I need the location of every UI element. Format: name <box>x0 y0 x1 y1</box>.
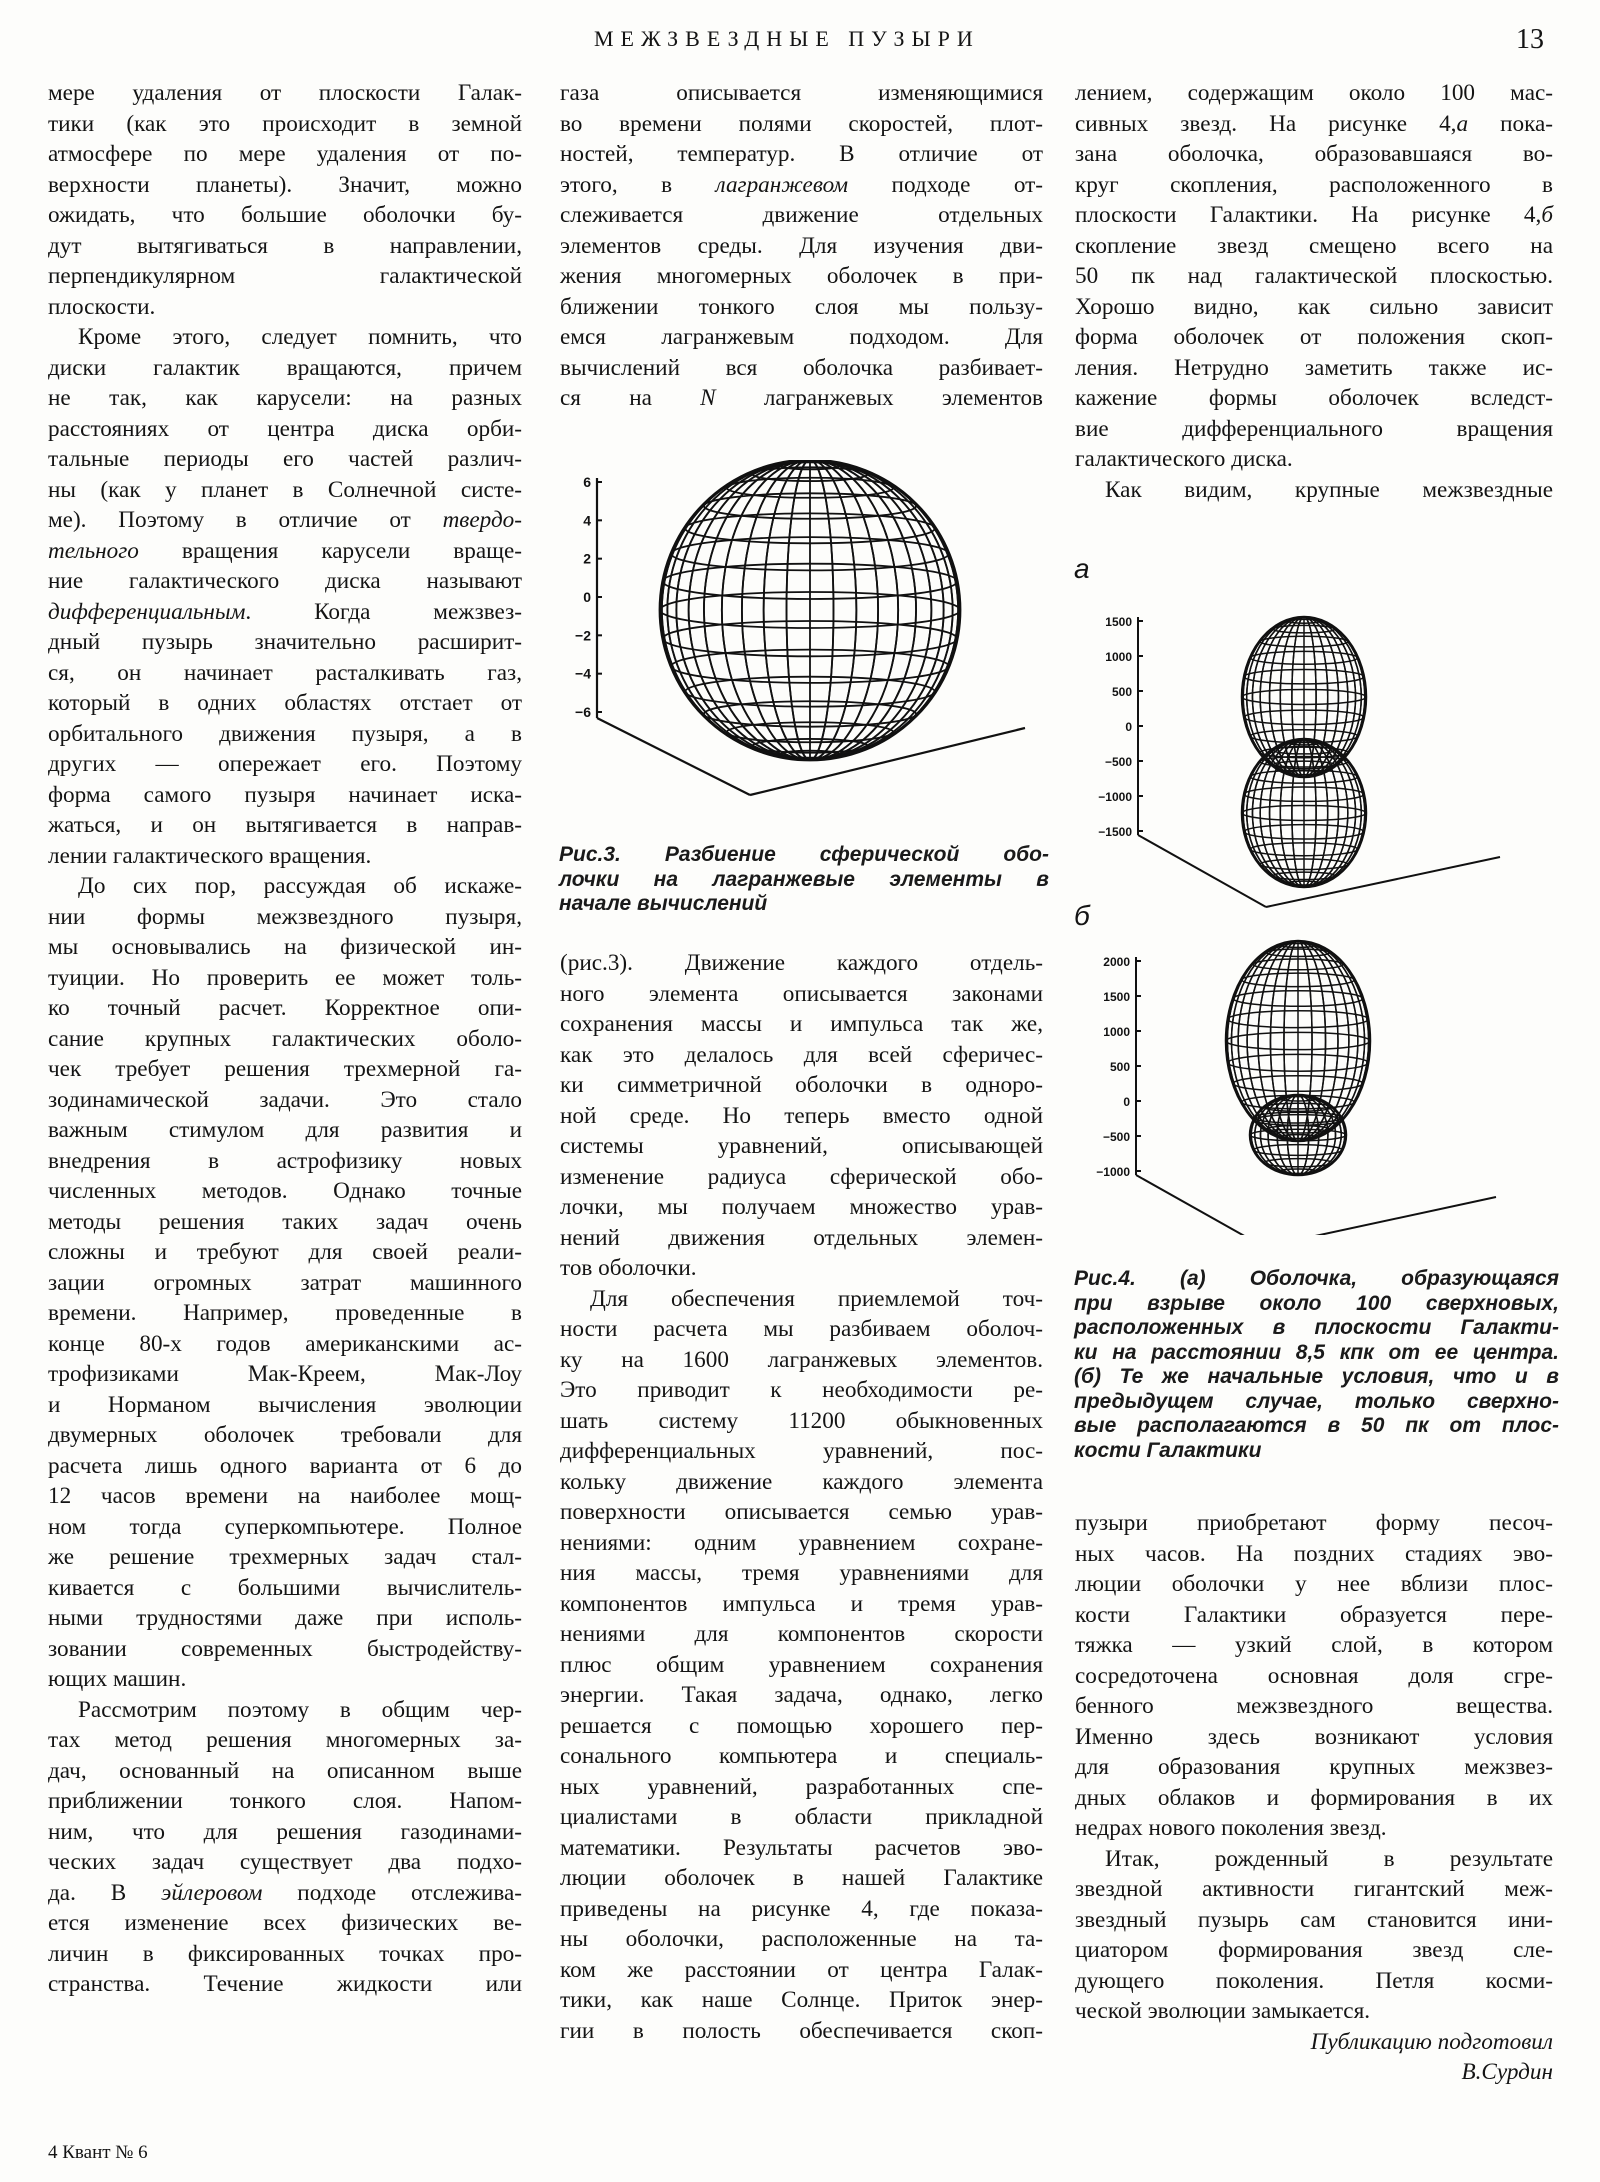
text-line: лочки на лагранжевые элементы в <box>559 867 1049 891</box>
text-line: кости Галактики образуется пере- <box>1075 1601 1553 1628</box>
running-head <box>0 26 1600 66</box>
text-line: ными трудностями даже при исполь- <box>48 1605 522 1631</box>
text-line: дифференциальных уравнений, пос- <box>560 1438 1043 1464</box>
page-number: 13 <box>1516 24 1544 55</box>
text-line: других — опережает его. Поэтому <box>48 751 522 777</box>
svg-text:−1000: −1000 <box>1096 1165 1130 1179</box>
text-line: ближении тонкого слоя мы пользу- <box>560 293 1043 320</box>
text-line: во времени полями скоростей, плот- <box>560 110 1043 137</box>
figure-4-bubble-plots <box>1068 545 1598 1515</box>
figure-3-caption <box>559 843 1049 917</box>
text-line: ны оболочки, расположенные на та- <box>560 1926 1043 1952</box>
paragraph <box>48 1695 522 1878</box>
text-line: тах метод решения многомерных за- <box>48 1727 522 1753</box>
text-line: дующего поколения. Петля косми- <box>1075 1967 1553 1994</box>
text-line: приближении тонкого слоя. Напом- <box>48 1788 522 1814</box>
text-line: изменение радиуса сферической обо- <box>560 1163 1043 1190</box>
text-line: ном тогда суперкомпьютере. Полное <box>48 1513 522 1540</box>
text-line: кивается с большими вычислитель- <box>48 1574 522 1601</box>
text-line: предыдущем случае, только сверхно- <box>1074 1389 1559 1413</box>
text-line: форма самого пузыря начинает иска- <box>48 781 522 808</box>
text-line: кольку движение каждого элемента <box>560 1468 1043 1495</box>
text-line: циатором формирования звезд сле- <box>1075 1937 1553 1963</box>
text-line: лении галактического вращения. <box>48 842 372 869</box>
paragraph: лением, содержащим около 100 мас- сивных звезд. На рисунке 4,а пока- зана оболочка, образовавшаяся во- круг скопления, расположенного в плоскости Галактики. На рисунке 4,б скопление звезд смещено всего на 50 пк над галактической плоскостью. Хорошо видно, как сильно зависит форма оболочек от положения скоп- ления. Нетрудно заметить также ис- кажение формы оболочек вследст- вие дифференциального вращения галактического диска. <box>1075 78 1553 475</box>
text-line: ко точный расчет. Корректное опи- <box>48 995 522 1021</box>
svg-text:−2: −2 <box>575 627 591 644</box>
text-line: ления. Нетрудно заметить также ис- <box>1075 354 1553 381</box>
text-line: расчета лишь одного варианта от 6 до <box>48 1452 522 1479</box>
text-line: вычислений вся оболочка разбивает- <box>560 354 1043 381</box>
text-line: нениями для компонентов скорости <box>560 1621 1043 1647</box>
text-line: тальные периоды его частей различ- <box>48 446 522 472</box>
text-line: 50 пк над галактической плоскостью. <box>1075 263 1553 289</box>
text-line: ной среде. Но теперь вместо одной <box>560 1102 1043 1129</box>
text-line: ки симметричной оболочки в одноро- <box>560 1072 1043 1098</box>
text-line: ния массы, тремя уравнениями для <box>560 1560 1043 1586</box>
text-line: Кроме этого, следует помнить, что <box>78 324 522 350</box>
text-line: Итак, рожденный в результате <box>1105 1845 1553 1872</box>
text-line: двумерных оболочек требовали для <box>48 1422 522 1448</box>
text-line: (рис.3). Движение каждого отдель- <box>560 950 1043 976</box>
text-line: энергии. Такая задача, однако, легко <box>560 1682 1043 1708</box>
text-line: ющих машин. <box>48 1666 187 1692</box>
text-line: начале вычислений <box>559 892 768 915</box>
text-line: зации огромных затрат машинного <box>48 1269 522 1296</box>
figure-3-sphere-plot <box>555 460 1055 915</box>
paragraph <box>560 1284 1043 2047</box>
text-line: звездной активности гигантский меж- <box>1075 1876 1553 1902</box>
text-line: конце 80-х годов американскими ас- <box>48 1330 522 1357</box>
text-line: верхности планеты). Значит, можно <box>48 171 522 198</box>
svg-text:−500: −500 <box>1102 1130 1130 1144</box>
text-line: сложны и требуют для своей реали- <box>48 1239 522 1265</box>
text-line: системы уравнений, описывающей <box>560 1133 1043 1159</box>
text-line: бенного межзвездного вещества. <box>1075 1693 1553 1719</box>
text-line: времени. Например, проведенные в <box>48 1300 522 1326</box>
text-line: перпендикулярном галактической <box>48 263 522 289</box>
text-line: ку на 1600 лагранжевых элементов. <box>560 1346 1043 1373</box>
text-line: ческих задач существует два подхо- <box>48 1849 522 1875</box>
text-line: Рис.4. (а) Оболочка, образующаяся <box>1074 1267 1559 1290</box>
text-line: орбитального движения пузыря, а в <box>48 720 522 747</box>
text-line: недрах нового поколения звезд. <box>1075 1815 1387 1841</box>
text-line: ческой эволюции замыкается. <box>1075 1998 1371 2024</box>
running-title: МЕЖЗВЕЗДНЫЕ ПУЗЫРИ <box>594 26 980 51</box>
text-line: дных облаков и формирования в их <box>1075 1784 1553 1811</box>
text-line: слеживается движение отдельных <box>560 202 1043 228</box>
text-line: решается с помощью хорошего пер- <box>560 1712 1043 1739</box>
text-line: расположенных в плоскости Галакти- <box>1074 1316 1559 1339</box>
text-line: странства. Течение жидкости или <box>48 1971 522 1997</box>
svg-text:1000: 1000 <box>1105 650 1132 664</box>
signature-mark: 4 Квант № 6 <box>48 2142 148 2163</box>
text-line: дут вытягиваться в направлении, <box>48 232 522 259</box>
paragraph <box>48 322 522 505</box>
text-line: математики. Результаты расчетов эво- <box>560 1834 1043 1861</box>
text-line: вие дифференциального вращения <box>1075 415 1553 442</box>
text-line: газа описывается изменяющимися <box>560 80 1043 106</box>
text-line: сонального компьютера и специаль- <box>560 1743 1043 1769</box>
text-line: поверхности описывается семью урав- <box>560 1499 1043 1525</box>
text-line: сохранения массы и импульса так же, <box>560 1011 1043 1037</box>
text-line: шать систему 11200 обыкновенных <box>560 1407 1043 1434</box>
svg-text:−6: −6 <box>575 704 591 720</box>
paragraph: Как видим, крупные межзвездные <box>1105 476 1553 503</box>
text-line: расстояниях от центра диска орби- <box>48 415 522 442</box>
text-line: кажение формы оболочек вследст- <box>1075 385 1553 411</box>
svg-text:−4: −4 <box>575 665 591 682</box>
text-line: и Норманом вычисления эволюции <box>48 1391 522 1418</box>
text-line: методы решения таких задач очень <box>48 1208 522 1235</box>
text-line: тики (как это происходит в земной <box>48 110 522 137</box>
text-line: мы основывались на физической ин- <box>48 934 522 960</box>
svg-text:0: 0 <box>1123 1095 1130 1109</box>
text-line: ных часов. На поздних стадиях эво- <box>1075 1540 1553 1567</box>
paragraph <box>48 78 522 322</box>
svg-text:2: 2 <box>583 550 591 567</box>
svg-text:500: 500 <box>1111 685 1132 699</box>
svg-text:1500: 1500 <box>1103 990 1130 1004</box>
text-line: сосредоточена основная доля сгре- <box>1075 1662 1553 1689</box>
text-line: (б) Те же начальные условия, что и в <box>1074 1365 1559 1388</box>
column-left <box>48 78 522 2000</box>
panel-b-label: б <box>1074 900 1090 931</box>
svg-text:1000: 1000 <box>1103 1025 1130 1039</box>
text-line: ется изменение всех физических ве- <box>48 1910 522 1936</box>
svg-text:0: 0 <box>1125 720 1132 734</box>
text-line: скопление звезд смещено всего на <box>1075 232 1553 259</box>
text-line: нии формы межзвездного пузыря, <box>48 903 522 930</box>
text-line: звездный пузырь сам становится ини- <box>1075 1906 1553 1933</box>
figure-4-caption <box>1074 1267 1559 1463</box>
text-line: тов оболочки. <box>560 1255 697 1281</box>
text-line: плоскости. <box>48 293 156 320</box>
text-line: важным стимулом для развития и <box>48 1117 522 1143</box>
text-line: плюс общим уравнением сохранения <box>560 1651 1043 1678</box>
text-line: личин в фиксированных точках про- <box>48 1940 522 1967</box>
svg-text:2000: 2000 <box>1103 955 1130 969</box>
text-line: при взрыве около 100 сверхновых, <box>1074 1291 1559 1315</box>
text-line: Хорошо видно, как сильно зависит <box>1075 293 1553 320</box>
text-line: элементов среды. Для изучения дви- <box>560 232 1043 259</box>
text-line: как это делалось для всей сферичес- <box>560 1041 1043 1068</box>
text-line: люции оболочек в нашей Галактике <box>560 1865 1043 1891</box>
svg-text:500: 500 <box>1109 1060 1130 1074</box>
text-line: для образования крупных межзвез- <box>1075 1754 1553 1780</box>
text-line: 12 часов времени на наиболее мощ- <box>48 1483 522 1509</box>
text-line: ных уравнений, разработанных спе- <box>560 1773 1043 1800</box>
svg-text:4: 4 <box>583 512 591 529</box>
text-line: же решение трехмерных задач стал- <box>48 1544 522 1570</box>
text-line: ностей, температур. В отличие от <box>560 141 1043 167</box>
text-line: приведены на рисунке 4, где показа- <box>560 1895 1043 1922</box>
text-line: кости Галактики <box>1074 1438 1262 1462</box>
column-right <box>1075 78 1553 505</box>
text-line: мере удаления от плоскости Галак- <box>48 80 522 106</box>
text-line: ним, что для решения газодинами- <box>48 1818 522 1845</box>
text-line: До сих пор, рассуждая об искаже- <box>78 873 522 899</box>
text-line: люции оболочки у нее вблизи плос- <box>1075 1571 1553 1597</box>
text-line: циалистами в области прикладной <box>560 1804 1043 1830</box>
text-line: ком же расстоянии от центра Галак- <box>560 1956 1043 1983</box>
paragraph: газа описывается изменяющимися во времени полями скоростей, плот- ностей, температур. В отличие от этого, в лагранжевом подходе от- слеживается движение отдельных элементов среды. Для изучения дви- жения многомерных оболочек в при- ближении тонкого слоя мы пользу- емся лагранжевым подходом. Для вычислений вся оболочка разбивает- ся на N лагранжевых элементов <box>560 80 1043 411</box>
text-line: зодинамической задачи. Это стало <box>48 1086 522 1113</box>
text-line: гии в полость обеспечивается скоп- <box>560 2017 1043 2044</box>
author-signature: Публикацию подготовил В.Сурдин <box>1310 2028 1553 2085</box>
panel-a-label: а <box>1074 553 1090 584</box>
text-line: Именно здесь возникают условия <box>1075 1723 1553 1750</box>
text-line: ного элемента описывается законами <box>560 980 1043 1007</box>
text-line: атмосфере по мере удаления от по- <box>48 141 522 167</box>
panel-a-plot <box>1068 595 1588 925</box>
text-line: компонентов импульса и тремя урав- <box>560 1590 1043 1617</box>
text-line: ожидать, что большие оболочки бу- <box>48 202 522 228</box>
text-line: нениями: одним уравнением сохране- <box>560 1529 1043 1556</box>
paragraph <box>1075 1508 1553 1844</box>
svg-text:−500: −500 <box>1104 755 1132 769</box>
text-line: диски галактик вращаются, причем <box>48 354 522 381</box>
text-line: дный пузырь значительно расширит- <box>48 629 522 655</box>
text-line: дач, основанный на описанном выше <box>48 1757 522 1784</box>
column-middle <box>560 78 1043 414</box>
text-line: зовании современных быстродейству- <box>48 1635 522 1662</box>
text-line: вые располагаются в 50 пк от плос- <box>1074 1414 1559 1437</box>
text-line: форма оболочек от положения скоп- <box>1075 324 1553 350</box>
paragraph: ме). Поэтому в отличие от твердо- тельного вращения карусели враще- ние галактического диска называют дифференциальным. Когда межзвез- дный пузырь значительно расширит- ся, он начинает расталкивать газ, который в одних областях отстает от орбитального движения пузыря, а в других — опережает его. Поэтому форма самого пузыря начинает иска- жаться, и он вытягивается в направ- лении галактического вращения. <box>48 505 522 871</box>
svg-text:6: 6 <box>583 474 591 490</box>
svg-text:−1000: −1000 <box>1098 790 1132 804</box>
text-line: не так, как карусели: на разных <box>48 385 522 411</box>
text-line: ся, он начинает расталкивать газ, <box>48 659 522 686</box>
text-line: нений движения отдельных элемен- <box>560 1224 1043 1251</box>
paragraph: да. В эйлеровом подходе отслежива- ется изменение всех физических ве- личин в фиксированных точках про- странства. Течение жидкости или <box>48 1878 522 2000</box>
text-line: трофизиками Мак-Креем, Мак-Лоу <box>48 1361 522 1387</box>
text-line: внедрения в астрофизику новых <box>48 1147 522 1174</box>
text-line: чек требует решения трехмерной га- <box>48 1056 522 1082</box>
text-line: Рассмотрим поэтому в общим чер- <box>78 1696 522 1723</box>
text-line: Рис.3. Разбиение сферической обо- <box>559 843 1049 866</box>
text-line: пузыри приобретают форму песоч- <box>1075 1510 1553 1536</box>
text-line: Это приводит к необходимости ре- <box>560 1377 1043 1403</box>
text-line: сание крупных галактических оболо- <box>48 1025 522 1052</box>
paragraph <box>560 948 1043 1284</box>
text-line: тяжка — узкий слой, в котором <box>1075 1632 1553 1658</box>
sphere-wireframe-plot <box>555 460 1055 830</box>
paragraph <box>48 871 522 1695</box>
text-line: емся лагранжевым подходом. Для <box>560 324 1043 350</box>
text-line: численных методов. Однако точные <box>48 1178 522 1204</box>
panel-b-plot <box>1068 935 1588 1235</box>
svg-text:0: 0 <box>583 589 591 605</box>
text-line: Для обеспечения приемлемой точ- <box>590 1285 1043 1312</box>
text-line: лочки, мы получаем множество урав- <box>560 1194 1043 1220</box>
text-line: галактического диска. <box>1075 446 1293 472</box>
text-line: туиции. Но проверить ее может толь- <box>48 964 522 991</box>
text-line: тики, как наше Солнце. Приток энер- <box>560 1987 1043 2013</box>
text-line: ности расчета мы разбиваем оболоч- <box>560 1316 1043 1342</box>
text-line: ны (как у планет в Солнечной систе- <box>48 476 522 503</box>
text-line: жения многомерных оболочек в при- <box>560 263 1043 289</box>
text-line: ки на расстоянии 8,5 кпк от ее центра. <box>1074 1340 1559 1364</box>
svg-text:1500: 1500 <box>1105 615 1132 629</box>
column-right-lower <box>1075 1508 1553 2088</box>
column-middle-lower <box>560 948 1043 2046</box>
svg-text:−1500: −1500 <box>1098 825 1132 839</box>
text-line: жаться, и он вытягивается в направ- <box>48 812 522 838</box>
text-line: который в одних областях отстает от <box>48 690 522 716</box>
paragraph <box>1075 1844 1553 2027</box>
